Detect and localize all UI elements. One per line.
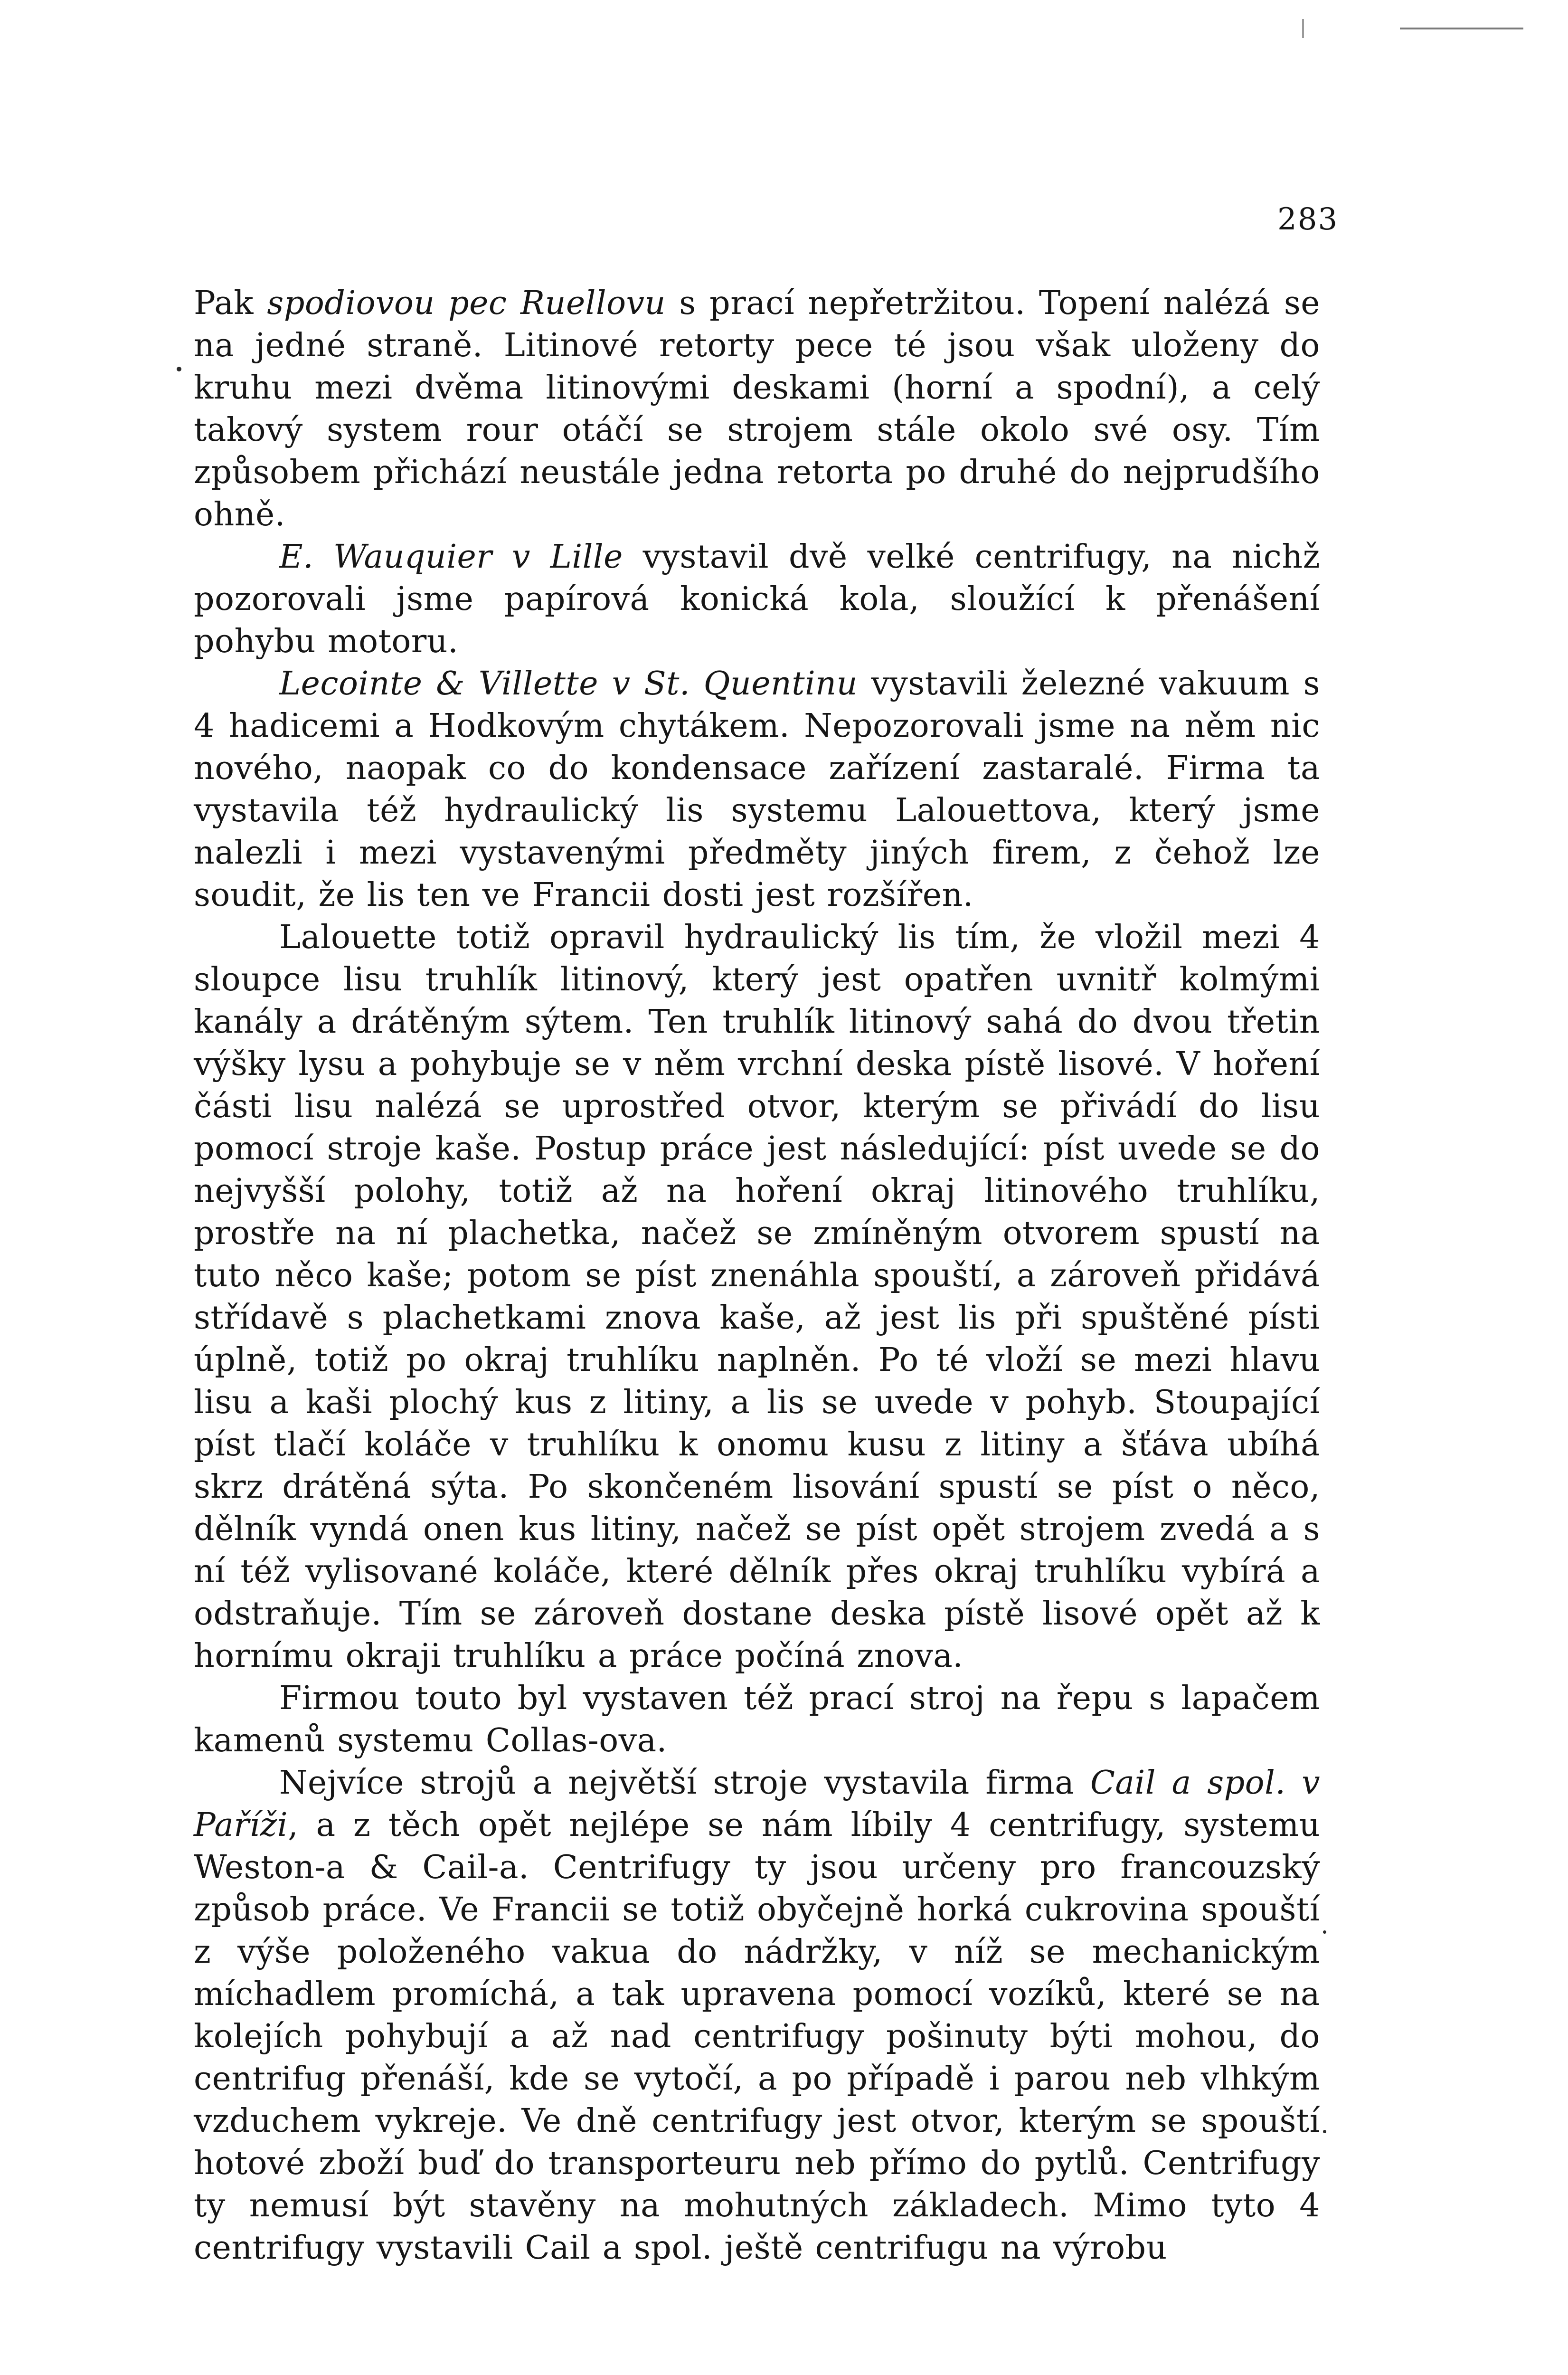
italic-name: Cail a spol. v Paříži (194, 1764, 1320, 1844)
text-run: , a z těch opět nejlépe se nám líbily 4 centrifugy, systemu Weston-a & Cail-a. Centrifugy ty jsou určeny pro francouzský způsob práce. Ve Francii se totiž obyčejně horká cukrovina spouští z výše položeného vakua do nádržky, v níž se mechanickým míchadlem promíchá, a tak upravena pomocí vozíků, které se na kolejích pohybují a až nad centrifugy pošinuty býti mohou, do centrifug přenáší, kde se vytočí, a po případě i parou neb vlhkým vzduchem vykreje. Ve dně centrifugy jest otvor, kterým se spouští hotové zboží buď do transporteuru neb přímo do pytlů. Centrifugy ty nemusí být stavěny na mohutných základech. Mimo tyto 4 centrifugy vystavili Cail a spol. ještě centrifugu na výrobu (194, 1806, 1320, 2267)
text-run: Lalouette totiž opravil hydraulický lis tím, že vložil mezi 4 sloupce lisu truhlík litinový, který jest opatřen uvnitř kolmými kanály a drátěným sýtem. Ten truhlík litinový sahá do dvou třetin výšky lysu a pohybuje se v něm vrchní deska pístě lisové. V hoření části lisu nalézá se uprostřed otvor, kterým se přivádí do lisu pomocí stroje kaše. Postup práce jest následující: píst uvede se do nejvyšší polohy, totiž až na hoření okraj litinového truhlíku, prostře na ní plachetka, načež se zmíněným otvorem spustí na tuto něco kaše; potom se píst znenáhla spouští, a zároveň přidává střídavě s plachetkami znova kaše, až jest lis při spuštěné písti úplně, totiž po okraj truhlíku naplněn. Po té vloží se mezi hlavu lisu a kaši plochý kus z litiny, a lis se uvede v pohyb. Stoupající píst tlačí koláče v truhlíku k onomu kusu z litiny a šťáva ubíhá skrz drátěná sýta. Po skončeném lisování spustí se píst o něco, dělník vyndá onen kus litiny, načež se píst opět strojem zvedá a s ní též vylisované koláče, které dělník přes okraj truhlíku vybírá a odstraňuje. Tím se zároveň dostane deska pístě lisové opět až k hornímu okraji truhlíku a práce počíná znova. (194, 919, 1320, 1675)
paragraph-lecointe-villette (194, 663, 1320, 916)
body-text (194, 282, 1320, 2269)
italic-name: Lecointe & Villette v St. Quentinu (279, 665, 858, 703)
paragraph-lalouette-lis (194, 916, 1320, 1677)
text-run: s prací nepřetržitou. Topení nalézá se na jedné straně. Litinové retorty pece té jsou však uloženy do kruhu mezi dvěma litinovými deskami (horní a spodní), a celý takový system rour otáčí se strojem stále okolo své osy. Tím způsobem přichází neustále jedna retorta po druhé do nejprudšího ohně. (194, 285, 1320, 533)
text-run: Pak (194, 285, 267, 322)
scan-edge-line (1400, 28, 1523, 29)
print-speck (1323, 1930, 1326, 1934)
scan-edge-mark (1302, 19, 1304, 38)
text-run: vystavil dvě velké centrifugy, na nichž pozorovali jsme papírová konická kola, sloužící k přenášení pohybu motoru. (194, 538, 1320, 660)
print-speck (1323, 2130, 1326, 2133)
page-number: 283 (1277, 202, 1339, 237)
text-run: Nejvíce strojů a největší stroje vystavila firma (279, 1764, 1090, 1802)
paragraph-wauquier (194, 536, 1320, 663)
paragraph-praci-stroj (194, 1677, 1320, 1762)
text-run: Firmou touto byl vystaven též prací stroj na řepu s lapačem kamenů systemu Collas-ova. (194, 1680, 1320, 1759)
paragraph-spodiova-pec (194, 282, 1320, 536)
italic-name: E. Wauquier v Lille (279, 538, 623, 576)
text-run: vystavili železné vakuum s 4 hadicemi a Hodkovým chytákem. Nepozorovali jsme na něm nic nového, naopak co do kondensace zařízení zastaralé. Firma ta vystavila též hydraulický lis systemu Lalouettova, který jsme nalezli i mezi vystavenými předměty jiných firem, z čehož lze soudit, že lis ten ve Francii dosti jest rozšířen. (194, 665, 1320, 914)
print-speck (177, 367, 181, 371)
italic-name: spodiovou pec Ruellovu (267, 285, 666, 322)
paragraph-cail-centrifugy (194, 1762, 1320, 2269)
